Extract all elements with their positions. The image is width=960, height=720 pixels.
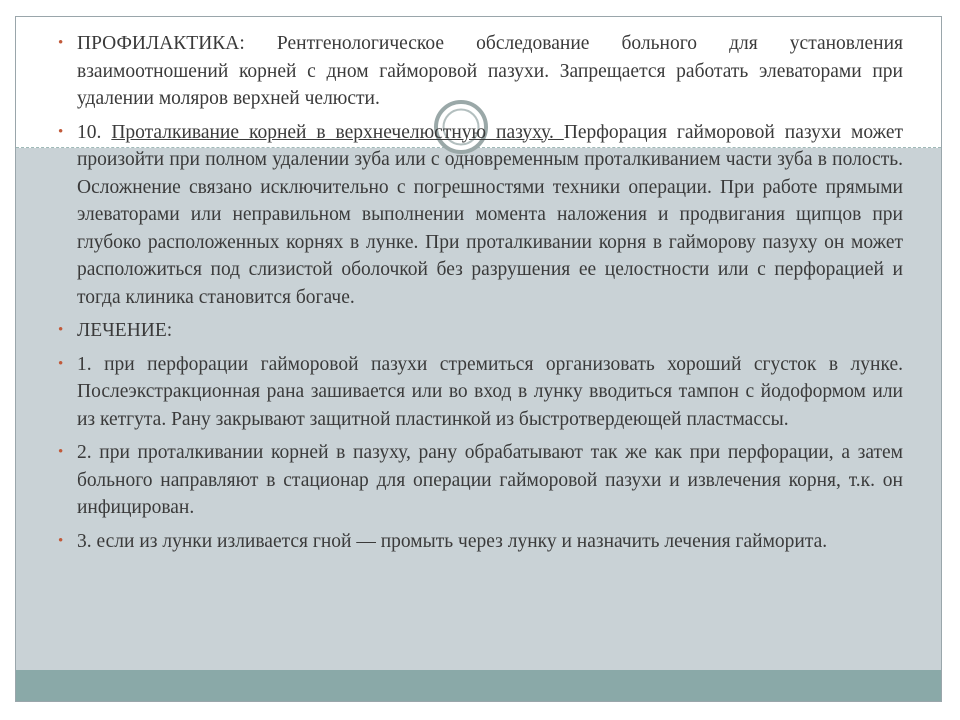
item-text: 2. при проталкивании корней в пазуху, рану обрабатывают так же как при перфорации, а затем больного направляют в стационар для операции гайморовой пазухи и извлечения корня, т.к. он инфицирован. — [77, 442, 903, 518]
item-number: 10. — [77, 121, 112, 143]
bullet-item-root-pushing — [58, 119, 903, 312]
slide-content — [58, 30, 903, 561]
bullet-item-prophylaxis — [58, 30, 903, 113]
bullet-icon: • — [58, 322, 64, 338]
item-text: 3. если из лунки изливается гной — промыть через лунку и назначить лечения гайморита. — [77, 530, 828, 552]
bullet-icon: • — [58, 444, 64, 460]
bullet-item-treatment-1 — [58, 351, 903, 434]
bullet-icon: • — [58, 532, 64, 549]
item-text: ПРОФИЛАКТИКА: Рентгенологическое обследование больного для установления взаимоотношений корней с дном гайморовой пазухи. Запрещается работать элеваторами при удалении моляров верхней челюсти. — [77, 33, 903, 109]
item-text: Перфорация гайморовой пазухи может произойти при полном удалении зуба или с одновременным проталкиванием части зуба в полость. Осложнение связано исключительно с погрешностями техники операции. При работе прямыми элеваторами или неправильном выполнении момента наложения и продвигания щипцов при глубоко расположенных корнях в лунке. При проталкивании корня в гайморову пазуху он может расположиться под слизистой оболочкой без разрушения ее целостности или с перфорацией и тогда клиника становится богаче. — [77, 121, 904, 308]
bullet-item-treatment-heading — [58, 317, 903, 345]
bullet-icon: • — [58, 355, 64, 372]
bullet-icon: • — [58, 123, 64, 140]
item-text: 1. при перфорации гайморовой пазухи стремиться организовать хороший сгусток в лунке. Послеэкстракционная рана зашивается или во вход в лунку вводиться тампон с йодоформом или из кетгута. Рану закрывают защитной пластинкой из быстротвердеющей пластмассы. — [77, 353, 903, 430]
bullet-item-treatment-2 — [58, 439, 903, 522]
bullet-icon: • — [58, 35, 64, 51]
bullet-item-treatment-3 — [58, 528, 903, 556]
item-text: ЛЕЧЕНИЕ: — [77, 320, 173, 341]
item-underlined-heading: Проталкивание корней в верхнечелюстную пазуху. — [111, 121, 564, 143]
slide-footer-band — [16, 670, 941, 702]
